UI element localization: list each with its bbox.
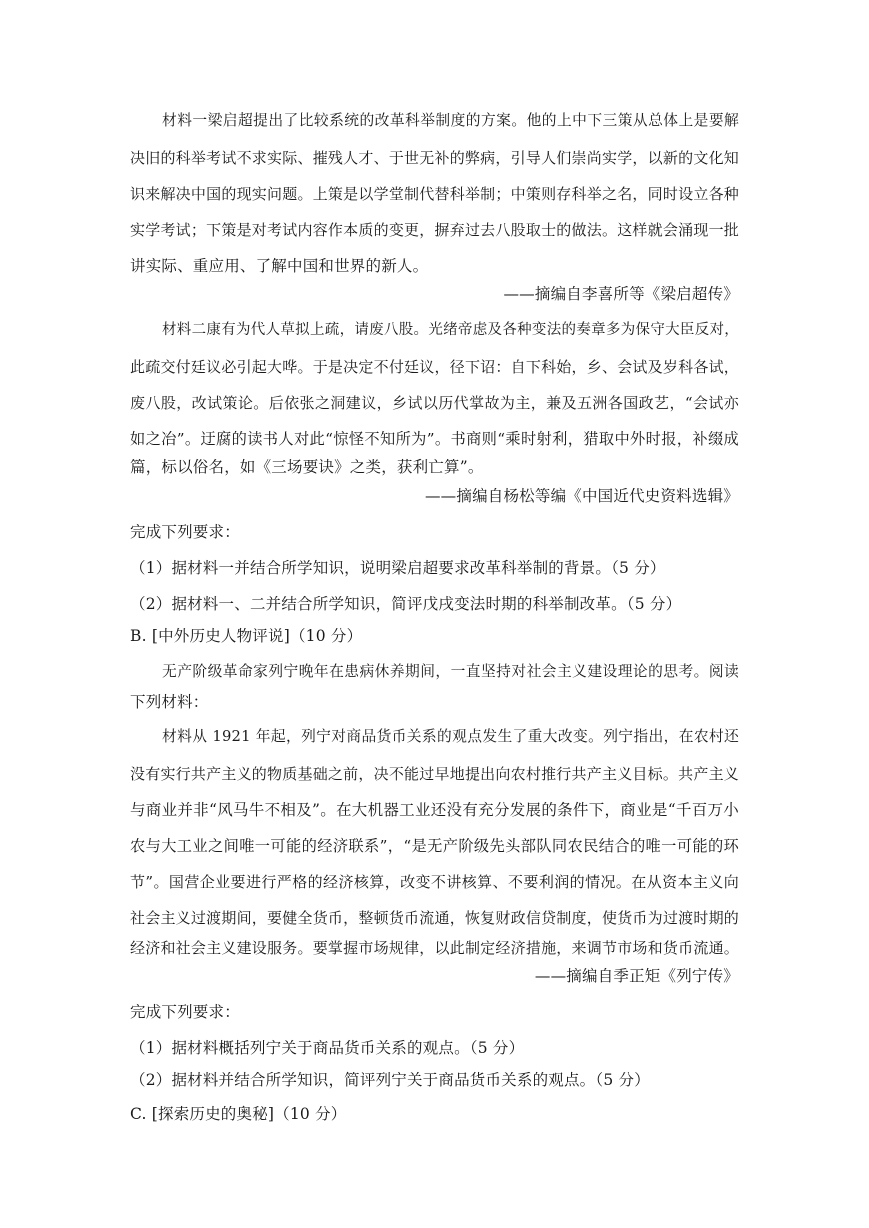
material-two-source: ——摘编自杨松等编《中国近代史资料选辑》 <box>424 487 739 505</box>
section-b-requirements-heading: 完成下列要求： <box>130 1003 240 1021</box>
material-one-line: 材料一梁启超提出了比较系统的改革科举制度的方案。他的上中下三策从总体上是要解 <box>162 112 739 129</box>
requirements-heading: 完成下列要求： <box>130 523 240 541</box>
section-b-material-line: 农与大工业之间唯一可能的经济联系”，“是无产阶级先头部队同农民结合的唯一可能的环 <box>130 837 739 855</box>
material-two-line: 如之冶”。迂腐的读书人对此“惊怪不知所为”。书商则“乘时射利，猎取中外时报，补缀成 <box>130 430 739 448</box>
section-b-material-line: 没有实行共产主义的物质基础之前，决不能过早地提出向农村推行共产主义目标。共产主义 <box>130 765 739 783</box>
section-b-intro-line: 无产阶级革命家列宁晚年在患病休养期间，一直坚持对社会主义建设理论的思考。阅读 <box>162 663 739 680</box>
question-2: （2）据材料一、二并结合所学知识，简评戊戌变法时期的科举制改革。（5 分） <box>130 595 682 613</box>
section-b-material-line: 社会主义过渡期间，要健全货币，整顿货币流通，恢复财政信贷制度，使货币为过渡时期的 <box>130 909 739 927</box>
section-b-material-line: 节”。国营企业要进行严格的经济核算，改变不讲核算、不要利润的情况。在从资本主义向 <box>130 873 739 891</box>
section-b-material-line: 经济和社会主义建设服务。要掌握市场规律，以此制定经济措施，来调节市场和货币流通。 <box>130 939 739 957</box>
material-one-line: 实学考试；下策是对考试内容作本质的变更，摒弃过去八股取士的做法。这样就会涌现一批 <box>130 221 739 239</box>
section-b-question-1: （1）据材料概括列宁关于商品货币关系的观点。（5 分） <box>130 1039 525 1057</box>
material-one-source: ——摘编自李喜所等《梁启超传》 <box>503 285 739 303</box>
material-two-line: 篇，标以俗名，如《三场要诀》之类，获利亡算”。 <box>130 458 484 476</box>
section-b-material-line: 材料从 1921 年起，列宁对商品货币关系的观点发生了重大改变。列宁指出，在农村还 <box>162 728 739 745</box>
material-one-line: 识来解决中国的现实问题。上策是以学堂制代替科举制；中策则存科举之名，同时设立各种 <box>130 185 739 203</box>
section-b-material-line: 与商业并非“风马牛不相及”。在大机器工业还没有充分发展的条件下，商业是“千百万小 <box>130 801 739 819</box>
material-two-line: 材料二康有为代人草拟上疏，请废八股。光绪帝虑及各种变法的奏章多为保守大臣反对， <box>162 322 739 338</box>
section-c-heading: C. [探索历史的奥秘]（10 分） <box>130 1105 347 1123</box>
material-two-line: 此疏交付廷议必引起大哗。于是决定不付廷议，径下诏：自下科始，乡、会试及岁科各试， <box>130 358 739 376</box>
material-one-line: 决旧的科举考试不求实际、摧残人才、于世无补的弊病，引导人们崇尚实学，以新的文化知 <box>130 149 739 167</box>
section-b-heading: B. [中外历史人物评说]（10 分） <box>130 627 363 645</box>
section-b-intro-line: 下列材料： <box>130 693 209 711</box>
material-two-line: 废八股，改试策论。后依张之洞建议，乡试以历代掌故为主，兼及五洲各国政艺，“会试亦 <box>130 394 739 412</box>
material-one-line: 讲实际、重应用、了解中国和世界的新人。 <box>130 257 429 275</box>
section-b-source: ——摘编自季正矩《列宁传》 <box>534 967 739 985</box>
question-1: （1）据材料一并结合所学知识，说明梁启超要求改革科举制的背景。（5 分） <box>130 559 666 577</box>
section-b-question-2: （2）据材料并结合所学知识，简评列宁关于商品货币关系的观点。（5 分） <box>130 1071 650 1089</box>
